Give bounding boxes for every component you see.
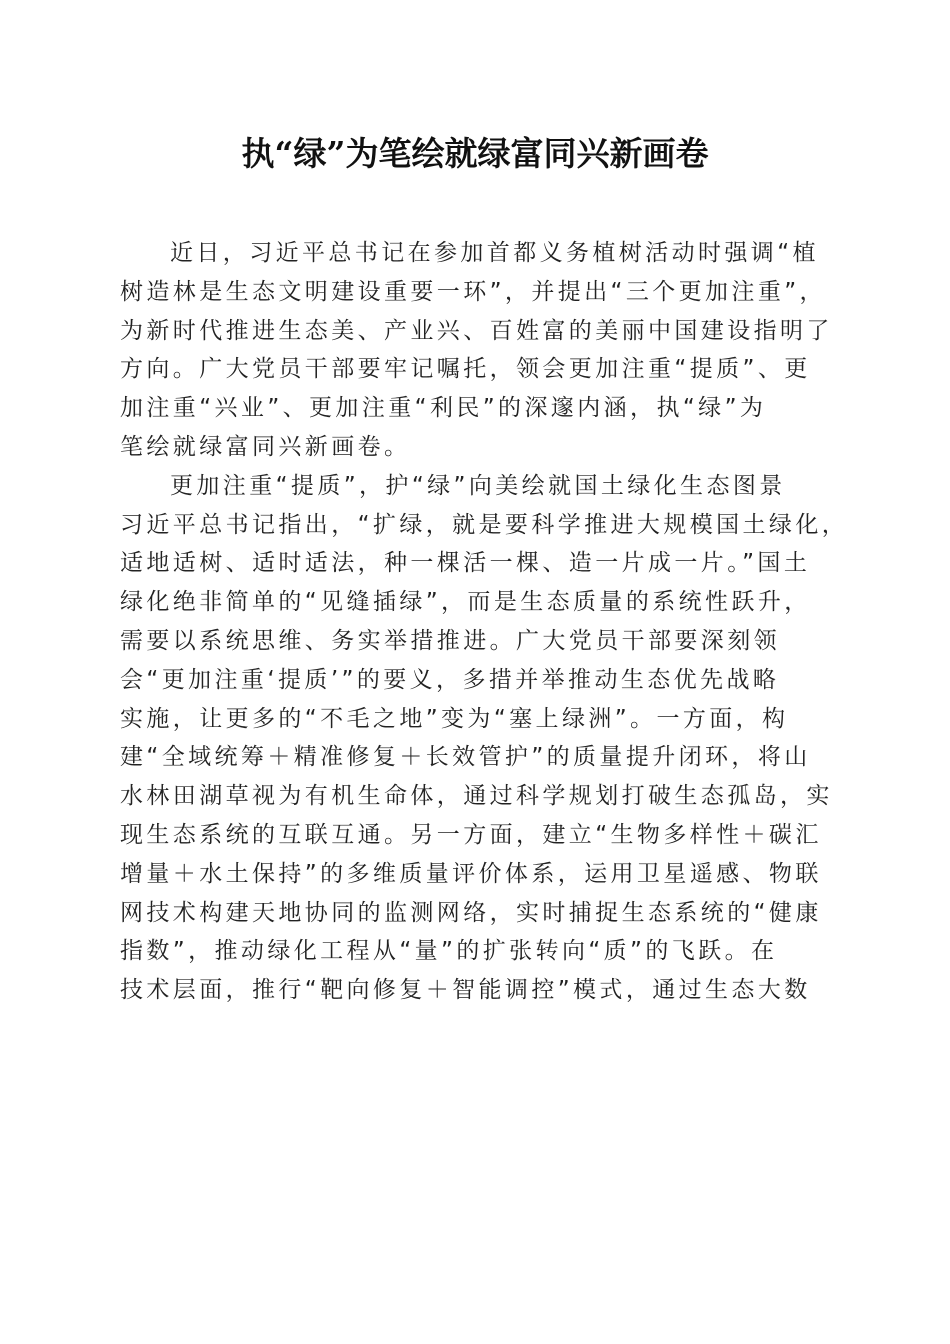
paragraph-line: 会“更加注重‘提质’”的要义，多措并举推动生态优先战略 xyxy=(120,666,780,693)
paragraph-line: 树造林是生态文明建设重要一环”，并提出“三个更加注重”， xyxy=(120,278,826,305)
paragraph-line: 加注重“兴业”、更加注重“利民”的深邃内涵，执“绿”为 xyxy=(120,395,767,422)
paragraph-line: 近日，习近平总书记在参加首都义务植树活动时强调“植 xyxy=(170,240,819,266)
paragraph-line: 技术层面，推行“靶向修复＋智能调控”模式，通过生态大数 xyxy=(120,977,811,1004)
paragraph-line: 笔绘就绿富同兴新画卷。 xyxy=(120,433,411,460)
paragraph-line: 指数”，推动绿化工程从“量”的扩张转向“质”的飞跃。在 xyxy=(120,938,778,965)
paragraph-line: 增量＋水土保持”的多维质量评价体系，运用卫星遥感、物联 xyxy=(120,860,822,887)
paragraph-line: 实施，让更多的“不毛之地”变为“塞上绿洲”。一方面，构 xyxy=(120,705,789,732)
paragraph-line: 现生态系统的互联互通。另一方面，建立“生物多样性＋碳汇 xyxy=(120,821,822,848)
paragraph-line: 建“全域统筹＋精准修复＋长效管护”的质量提升闭环，将山 xyxy=(120,744,811,771)
paragraph-line: 网技术构建天地协同的监测网络，实时捕捉生态系统的“健康 xyxy=(120,899,822,926)
paragraph-line: 需要以系统思维、务实举措推进。广大党员干部要深刻领 xyxy=(120,627,780,654)
paragraph-line: 方向。广大党员干部要牢记嘱托，领会更加注重“提质”、更 xyxy=(120,356,811,383)
paragraph-line: 为新时代推进生态美、产业兴、百姓富的美丽中国建设指明了 xyxy=(120,317,833,344)
document-body xyxy=(120,234,849,1010)
paragraph-line: 绿化绝非简单的“见缝插绿”，而是生态质量的系统性跃升， xyxy=(120,589,811,616)
paragraph-line: 习近平总书记指出，“扩绿，就是要科学推进大规模国土绿化， xyxy=(120,511,849,538)
document-title: 执“绿”为笔绘就绿富同兴新画卷 xyxy=(241,134,709,173)
paragraph-line: 适地适树、适时适法，种一棵活一棵、造一片成一片。”国土 xyxy=(120,550,811,577)
paragraph-line: 水林田湖草视为有机生命体，通过科学规划打破生态孤岛，实 xyxy=(120,783,833,810)
section-heading-line: 更加注重“提质”，护“绿”向美绘就国土绿化生态图景 xyxy=(170,472,786,499)
